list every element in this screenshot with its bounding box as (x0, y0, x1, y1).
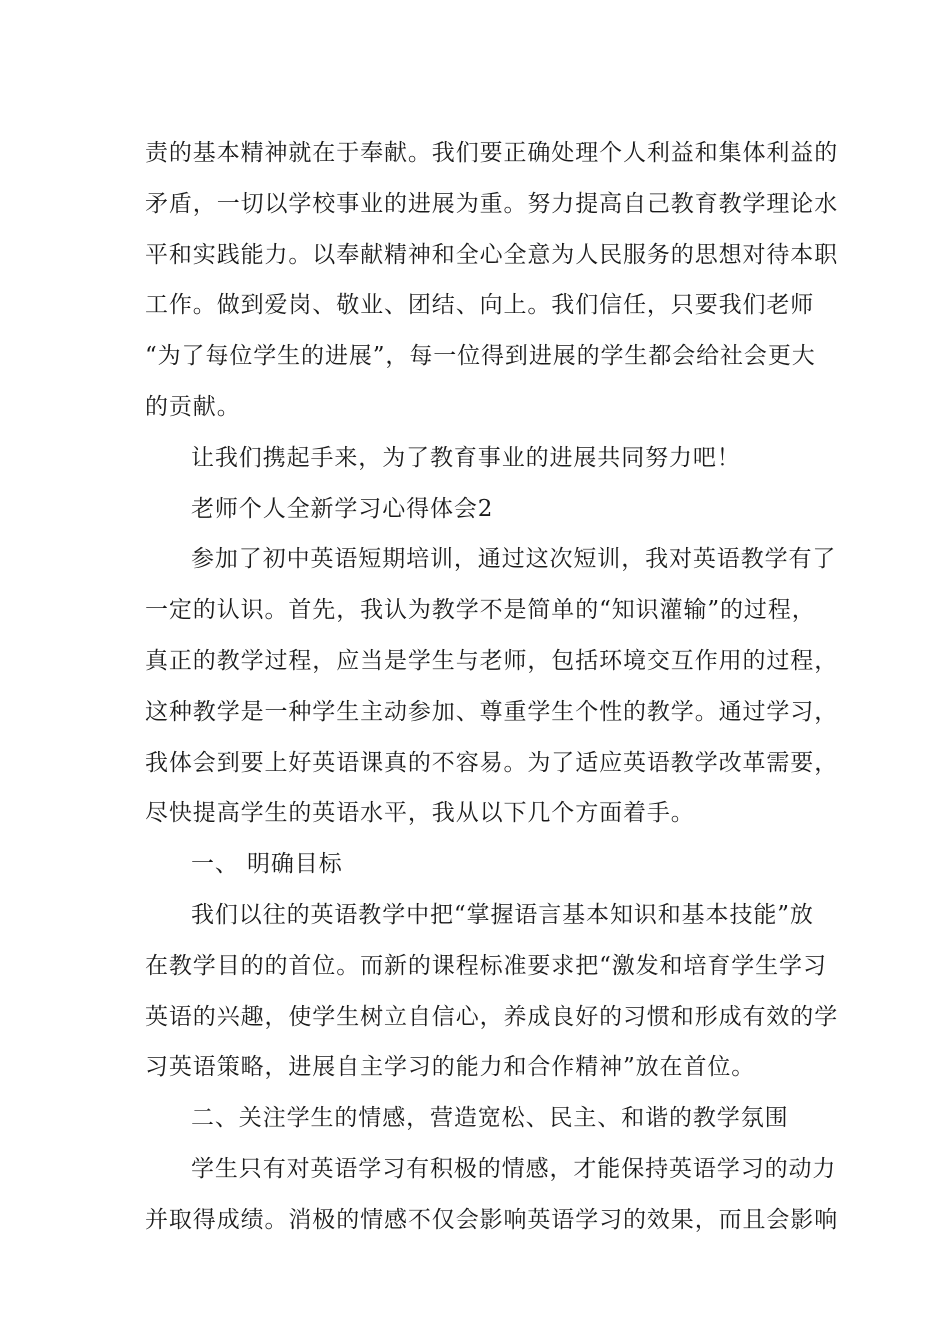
text-line: 让我们携起手来，为了教育事业的进展共同努力吧！ (191, 444, 741, 471)
text-line: 我体会到要上好英语课真的不容易。为了适应英语教学改革需要， (145, 749, 839, 776)
text-line: “为了每位学生的进展”，每一位得到进展的学生都会给社会更大 (145, 343, 816, 370)
text-line: 并取得成绩。消极的情感不仅会影响英语学习的效果，而且会影响 (145, 1206, 839, 1233)
text-line: 参加了初中英语短期培训，通过这次短训，我对英语教学有了 (191, 546, 837, 573)
text-line: 我们以往的英语教学中把“掌握语言基本知识和基本技能”放 (191, 901, 814, 928)
text-line: 一、 明确目标 (191, 851, 343, 878)
text-line: 英语的兴趣，使学生树立自信心，养成良好的习惯和形成有效的学 (145, 1003, 839, 1030)
text-line: 的贡献。 (145, 393, 241, 420)
text-line: 二、关注学生的情感，营造宽松、民主、和谐的教学氛围 (191, 1105, 789, 1132)
text-line: 一定的认识。首先，我认为教学不是简单的“知识灌输”的过程， (145, 597, 816, 624)
text-line: 尽快提高学生的英语水平，我从以下几个方面着手。 (145, 800, 695, 827)
text-line: 学生只有对英语学习有积极的情感，才能保持英语学习的动力 (191, 1155, 837, 1182)
document-body (145, 128, 839, 1246)
text-line: 这种教学是一种学生主动参加、尊重学生个性的教学。通过学习， (145, 698, 839, 725)
text-line: 真正的教学过程，应当是学生与老师，包括环境交互作用的过程， (145, 647, 839, 674)
text-line: 工作。做到爱岗、敬业、团结、向上。我们信任，只要我们老师 (145, 292, 815, 319)
text-line: 责的基本精神就在于奉献。我们要正确处理个人利益和集体利益的 (145, 140, 839, 166)
text-line: 在教学目的的首位。而新的课程标准要求把“激发和培育学生学习 (145, 952, 827, 979)
text-line: 习英语策略，进展自主学习的能力和合作精神”放在首位。 (145, 1054, 756, 1081)
text-line: 老师个人全新学习心得体会2 (191, 495, 494, 522)
text-line: 矛盾，一切以学校事业的进展为重。努力提高自己教育教学理论水 (145, 190, 839, 217)
text-line: 平和实践能力。以奉献精神和全心全意为人民服务的思想对待本职 (145, 241, 839, 268)
